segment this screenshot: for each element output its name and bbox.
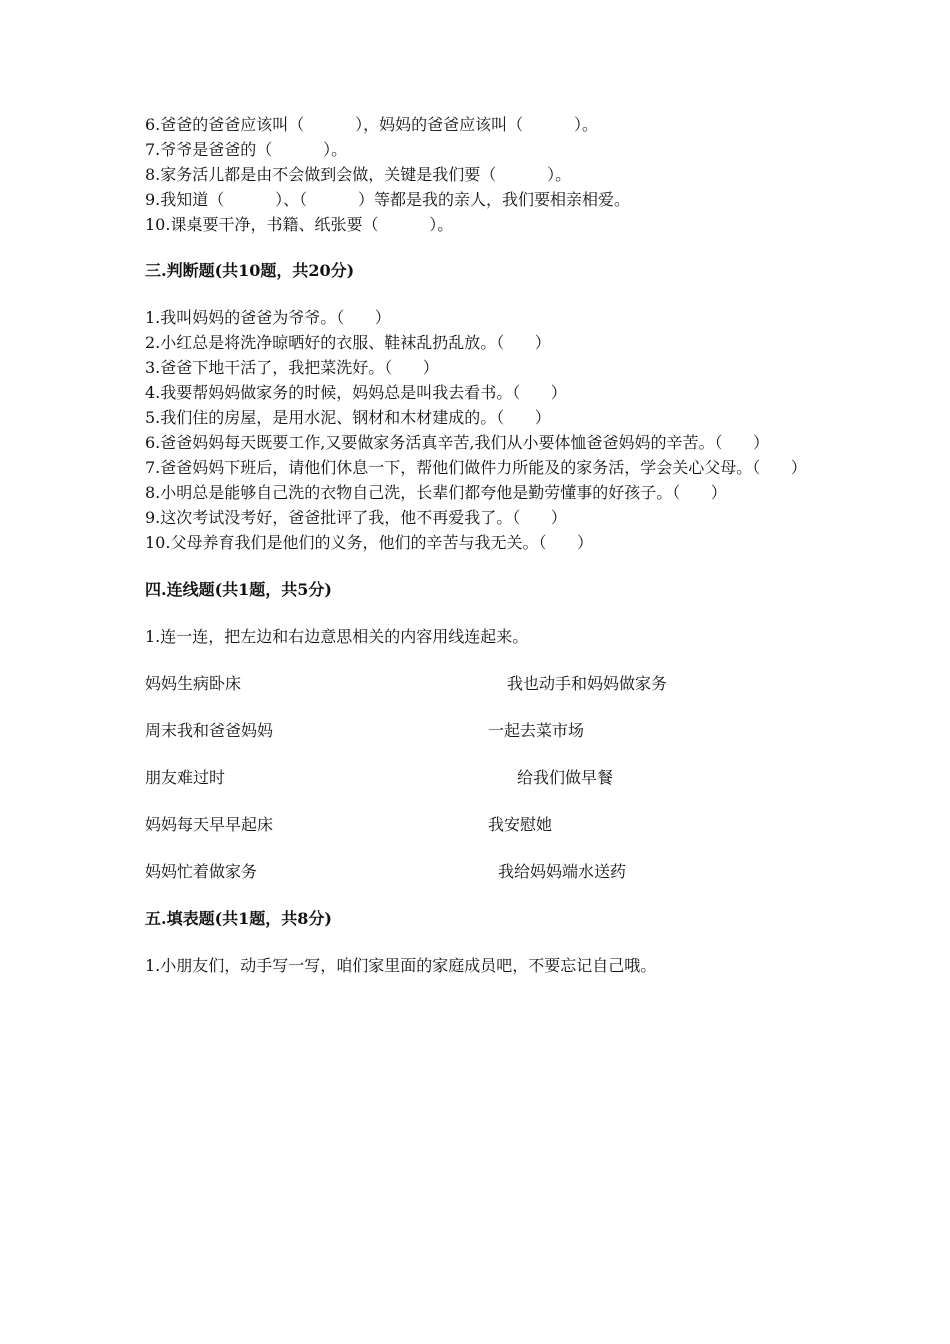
fill-blank-item-10: 10.课桌要干净，书籍、纸张要（ ）。 xyxy=(145,215,454,234)
matching-row-1 xyxy=(145,671,825,718)
fill-blank-item-9: 9.我知道（ ）、（ ）等都是我的亲人，我们要相亲相爱。 xyxy=(145,190,630,209)
matching-right-4: 我安慰她 xyxy=(488,815,553,834)
judgement-item-5: 5.我们住的房屋，是用水泥、钢材和木材建成的。（ ） xyxy=(145,408,551,427)
section-title-table-fill: 五.填表题(共1题，共8分) xyxy=(145,909,332,928)
judgement-item-7: 7.爸爸妈妈下班后，请他们休息一下，帮他们做件力所能及的家务活，学会关心父母。（ ） xyxy=(145,458,807,477)
matching-left-2: 周末我和爸爸妈妈 xyxy=(145,721,274,740)
judgement-item-4: 4.我要帮妈妈做家务的时候，妈妈总是叫我去看书。（ ） xyxy=(145,383,567,402)
matching-instruction: 1.连一连，把左边和右边意思相关的内容用线连起来。 xyxy=(145,627,529,646)
judgement-item-2: 2.小红总是将洗净晾晒好的衣服、鞋袜乱扔乱放。（ ） xyxy=(145,333,551,352)
matching-right-2: 一起去菜市场 xyxy=(488,721,585,740)
judgement-item-3: 3.爸爸下地干活了，我把菜洗好。（ ） xyxy=(145,358,439,377)
matching-right-1: 我也动手和妈妈做家务 xyxy=(507,674,668,693)
section-title-judgement: 三.判断题(共10题，共20分) xyxy=(145,261,355,280)
matching-left-4: 妈妈每天早早起床 xyxy=(145,815,274,834)
matching-left-1: 妈妈生病卧床 xyxy=(145,674,242,693)
fill-blank-item-7: 7.爷爷是爸爸的（ ）。 xyxy=(145,140,348,159)
matching-row-2 xyxy=(145,718,825,765)
matching-row-3 xyxy=(145,765,825,812)
judgement-item-8: 8.小明总是能够自己洗的衣物自己洗，长辈们都夸他是勤劳懂事的好孩子。（ ） xyxy=(145,483,727,502)
matching-right-5: 我给妈妈端水送药 xyxy=(498,862,627,881)
table-fill-instruction: 1.小朋友们，动手写一写，咱们家里面的家庭成员吧，不要忘记自己哦。 xyxy=(145,956,657,975)
judgement-section xyxy=(145,258,825,555)
judgement-item-6: 6.爸爸妈妈每天既要工作,又要做家务活真辛苦,我们从小要体恤爸爸妈妈的辛苦。（ ） xyxy=(145,433,769,452)
matching-left-5: 妈妈忙着做家务 xyxy=(145,862,258,881)
matching-row-4 xyxy=(145,812,825,859)
matching-section xyxy=(145,577,825,906)
judgement-item-9: 9.这次考试没考好，爸爸批评了我，他不再爱我了。（ ） xyxy=(145,508,567,527)
table-fill-section xyxy=(145,906,825,978)
fill-blank-item-8: 8.家务活儿都是由不会做到会做，关键是我们要（ ）。 xyxy=(145,165,572,184)
section-title-matching: 四.连线题(共1题，共5分) xyxy=(145,580,332,599)
judgement-item-1: 1.我叫妈妈的爸爸为爷爷。（ ） xyxy=(145,308,391,327)
fill-blank-item-6: 6.爸爸的爸爸应该叫（ ），妈妈的爸爸应该叫（ ）。 xyxy=(145,115,598,134)
matching-right-3: 给我们做早餐 xyxy=(517,768,614,787)
judgement-item-10: 10.父母养育我们是他们的义务，他们的辛苦与我无关。（ ） xyxy=(145,533,593,552)
worksheet-page xyxy=(145,112,825,978)
matching-left-3: 朋友难过时 xyxy=(145,768,226,787)
fill-blank-section xyxy=(145,112,825,237)
matching-row-5 xyxy=(145,859,825,906)
